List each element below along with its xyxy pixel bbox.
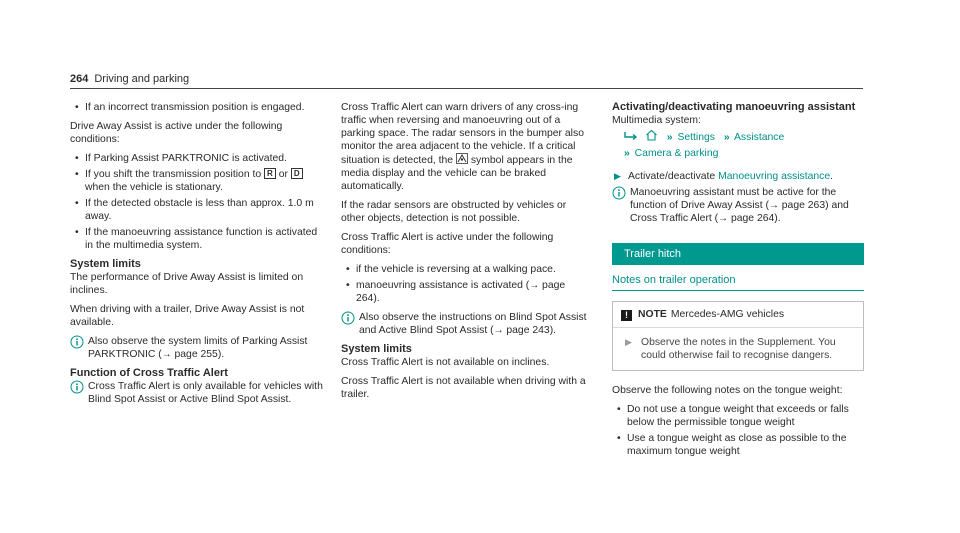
section-heading: Activating/deactivating manoeuvring assistant	[612, 101, 856, 113]
subsection-heading: Notes on trailer operation	[612, 274, 864, 291]
text: .	[830, 171, 834, 182]
arrow-icon: →	[718, 213, 731, 224]
arrow-icon: →	[493, 325, 507, 336]
play-triangle-icon: ▶	[614, 171, 621, 181]
warning-box	[612, 301, 864, 371]
warning-text: Observe the notes in the Supplement. You could otherwise fail to recognise dangers.	[641, 337, 836, 361]
page-number: 264	[70, 73, 89, 85]
list-item: • Do not use a tongue weight that exceeds or falls below the permissible tongue weight	[612, 403, 864, 429]
text: or	[278, 169, 288, 180]
transmission-key-r: R	[264, 168, 276, 179]
menu-item-settings[interactable]: Settings	[677, 132, 715, 143]
instruction-step	[612, 170, 864, 183]
note-title: Mercedes-AMG vehicles	[670, 309, 785, 320]
list-item: • If an incorrect transmission position is engaged.	[70, 101, 326, 114]
list-item	[341, 279, 591, 305]
paragraph: Drive Away Assist is active under the following conditions:	[70, 121, 283, 145]
page-reference[interactable]: page 255).	[174, 349, 225, 360]
paragraph: The performance of Drive Away Assist is limited on inclines.	[70, 272, 304, 296]
column-right	[612, 101, 864, 461]
note-text: Also observe the instructions on Blind Spot Assist and Active Blind Spot Assist (	[359, 312, 587, 336]
list-item: • if the vehicle is reversing at a walking pace.	[341, 263, 591, 276]
page-header	[70, 73, 189, 86]
note-text: Cross Traffic Alert is only available for vehicles with Blind Spot Assist or Active Blind Spot Assist.	[88, 381, 323, 405]
arrow-icon: →	[161, 349, 175, 360]
chevron-right-icon: »	[723, 132, 730, 143]
note-text: and Cross Traffic Alert (	[630, 200, 849, 224]
info-icon	[341, 311, 355, 325]
page-reference[interactable]: page 264).	[356, 280, 566, 304]
header-divider	[70, 88, 863, 89]
cross-traffic-warning-icon	[456, 153, 468, 164]
note-text: Manoeuvring assistant must be active for the function of Drive Away Assist (	[630, 187, 837, 211]
note-label: NOTE	[638, 309, 667, 320]
play-triangle-icon: ▶	[625, 337, 632, 347]
text: Cross Traffic Alert can warn drivers of any cross-ing traffic when reversing and manoeuvring out of a parking space. The radar sensors in the bumper also monitor the area adjacent to the vehicle. If a critical situation is detected, the	[341, 102, 584, 166]
paragraph: If the radar sensors are obstructed by vehicles or other objects, detection is not possible.	[341, 200, 567, 224]
warning-box-header	[613, 302, 863, 328]
arrow-icon: →	[529, 280, 543, 291]
text: If you shift the transmission position to	[85, 169, 262, 180]
transmission-key-d: D	[291, 168, 303, 179]
list-item	[70, 168, 326, 194]
info-note	[70, 335, 326, 361]
info-icon	[612, 186, 626, 200]
section-banner: Trailer hitch	[612, 243, 864, 265]
list-item: • If the manoeuvring assistance function is activated in the multimedia system.	[70, 226, 326, 252]
menu-item-assistance[interactable]: Assistance	[734, 132, 785, 143]
text: manoeuvring assistance is activated (	[356, 280, 530, 291]
text: Activate/deactivate	[628, 171, 716, 182]
list-item: • If the detected obstacle is less than approx. 1.0 m away.	[70, 197, 326, 223]
column-left	[70, 101, 326, 412]
menu-item-camera-parking[interactable]: Camera & parking	[634, 148, 719, 159]
note-text: Also observe the system limits of Parking Assist PARKTRONIC (	[88, 336, 308, 360]
warning-icon: !	[621, 310, 632, 321]
info-note	[612, 186, 864, 225]
list-item: • Use a tongue weight as close as possible to the maximum tongue weight	[612, 432, 864, 458]
menu-item-manoeuvring-assistance[interactable]: Manoeuvring assistance	[718, 171, 831, 182]
paragraph: Multimedia system:	[612, 115, 701, 126]
paragraph: Cross Traffic Alert is not available on inclines.	[341, 357, 550, 368]
paragraph: When driving with a trailer, Drive Away Assist is not available.	[70, 304, 305, 328]
paragraph	[341, 101, 591, 193]
page-reference[interactable]: page 243).	[506, 325, 557, 336]
section-title: Driving and parking	[94, 73, 190, 85]
text: when the vehicle is stationary.	[85, 182, 223, 193]
section-heading: Function of Cross Traffic Alert	[70, 367, 228, 379]
chevron-right-icon: »	[624, 148, 630, 159]
info-note	[70, 380, 326, 406]
page-reference[interactable]: page 264).	[730, 213, 781, 224]
info-icon	[70, 380, 84, 394]
return-arrow-icon	[624, 131, 638, 141]
home-icon[interactable]	[645, 129, 658, 141]
list-item: • If Parking Assist PARKTRONIC is activated.	[70, 152, 326, 165]
section-heading: System limits	[70, 258, 141, 270]
info-note	[341, 311, 591, 337]
warning-box-body	[613, 328, 863, 370]
paragraph: Cross Traffic Alert is not available when driving with a trailer.	[341, 376, 586, 400]
text: symbol appears in the media display and the vehicle can be braked automatically.	[341, 155, 573, 192]
info-icon	[70, 335, 84, 349]
paragraph: Observe the following notes on the tongue weight:	[612, 385, 843, 396]
page-reference[interactable]: page 263)	[781, 200, 829, 211]
section-heading: System limits	[341, 343, 412, 355]
paragraph: Cross Traffic Alert is active under the following conditions:	[341, 232, 554, 256]
column-middle	[341, 101, 591, 407]
chevron-right-icon: »	[666, 132, 673, 143]
menu-path	[624, 129, 864, 162]
arrow-icon: →	[768, 200, 782, 211]
